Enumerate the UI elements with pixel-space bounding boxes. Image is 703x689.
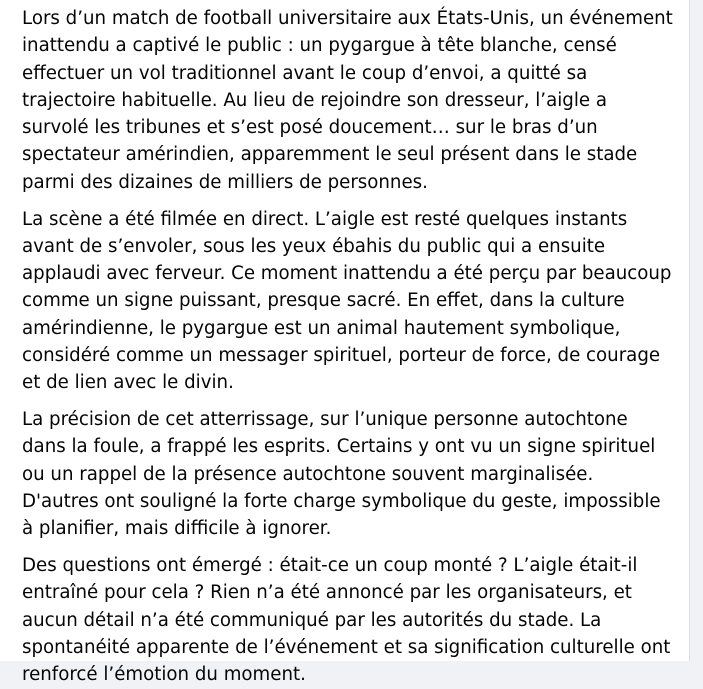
post-paragraph-4: Des questions ont émergé : était-ce un coup monté ? L’aigle était-il entraîné pour cela ? Rien n’a été annoncé par les organisateurs, et aucun détail n’a été communiqué par les autorités du stade. La spontanéité apparente de l’événement et sa signification culturelle ont renforcé l’émotion du moment.	[22, 555, 671, 686]
post-paragraph-2: La scène a été filmée en direct. L’aigle est resté quelques instants avant de s’envoler, sous les yeux ébahis du public qui a ensuite applaudi avec ferveur. Ce moment inattendu a été perçu par beaucoup comme un signe puissant, presque sacré. En effet, dans la culture amérindienne, le pygargue est un animal hautement symbolique, considéré comme un messager spirituel, porteur de force, de courage et de lien avec le divin.	[22, 208, 672, 394]
post-paragraph-3: La précision de cet atterrissage, sur l’unique personne autochtone dans la foule, a frappé les esprits. Certains y ont vu un signe spirituel ou un rappel de la présence autochtone souvent marginalisée. D'autres ont souligné la forte charge symbolique du geste, impossible à planifier, mais difficile à ignorer.	[22, 409, 661, 540]
post-paragraph-1: Lors d’un match de football universitaire aux États-Unis, un événement inattendu a captivé le public : un pygargue à tête blanche, censé effectuer un vol traditionnel avant le coup d’envoi, a quitté sa trajectoire habituelle. Au lieu de rejoindre son dresseur, l’aigle a survolé les tribunes et s’est posé doucement… sur le bras d’un spectateur amérindien, apparemment le seul présent dans le stade parmi des dizaines de milliers de personnes.	[22, 8, 673, 193]
page-background-gutter	[690, 0, 703, 661]
